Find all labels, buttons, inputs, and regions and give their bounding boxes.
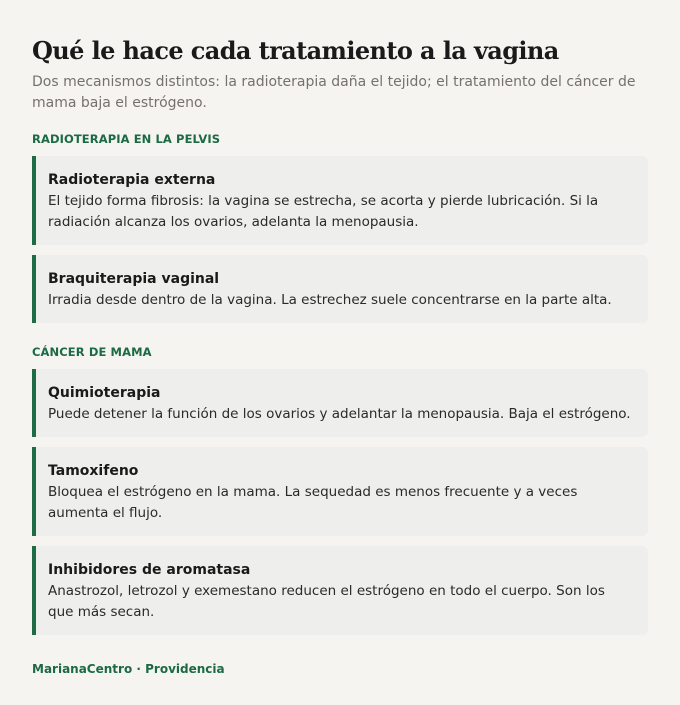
card-title: Braquiterapia vaginal (48, 271, 220, 287)
card-title: Quimioterapia (48, 385, 161, 401)
infographic (32, 34, 648, 645)
card-list (32, 369, 648, 635)
card-text: Bloquea el estrógeno en la mama. La sequedad es menos frecuente y a veces aumenta el flujo. (48, 484, 578, 521)
footer-brand: MarianaCentro · Providencia (32, 662, 225, 676)
card-radioterapia-externa (32, 156, 648, 245)
card-title: Inhibidores de aromatasa (48, 562, 251, 578)
card-text: Puede detener la función de los ovarios y adelantar la menopausia. Baja el estrógeno. (48, 406, 631, 422)
page-subtitle: Dos mecanismos distintos: la radioterapia daña el tejido; el tratamiento del cáncer de mama baja el estrógeno. (32, 74, 636, 111)
section-cancer-de-mama (32, 345, 648, 635)
card-title: Radioterapia externa (48, 172, 216, 188)
section-radioterapia (32, 132, 648, 323)
card-text: Anastrozol, letrozol y exemestano reducen el estrógeno en todo el cuerpo. Son los que más secan. (48, 583, 605, 620)
card-text: Irradia desde dentro de la vagina. La estrechez suele concentrarse en la parte alta. (48, 292, 612, 308)
card-text: El tejido forma fibrosis: la vagina se estrecha, se acorta y pierde lubricación. Si la radiación alcanza los ovarios, adelanta la menopausia. (48, 193, 599, 230)
card-tamoxifeno (32, 447, 648, 536)
section-title: RADIOTERAPIA EN LA PELVIS (32, 132, 221, 146)
card-title: Tamoxifeno (48, 463, 139, 479)
card-inhibidores-de-aromatasa (32, 546, 648, 635)
card-list (32, 156, 648, 323)
card-quimioterapia (32, 369, 648, 437)
section-title: CÁNCER DE MAMA (32, 345, 152, 359)
card-braquiterapia-vaginal (32, 255, 648, 323)
page-title: Qué le hace cada tratamiento a la vagina (32, 36, 559, 65)
